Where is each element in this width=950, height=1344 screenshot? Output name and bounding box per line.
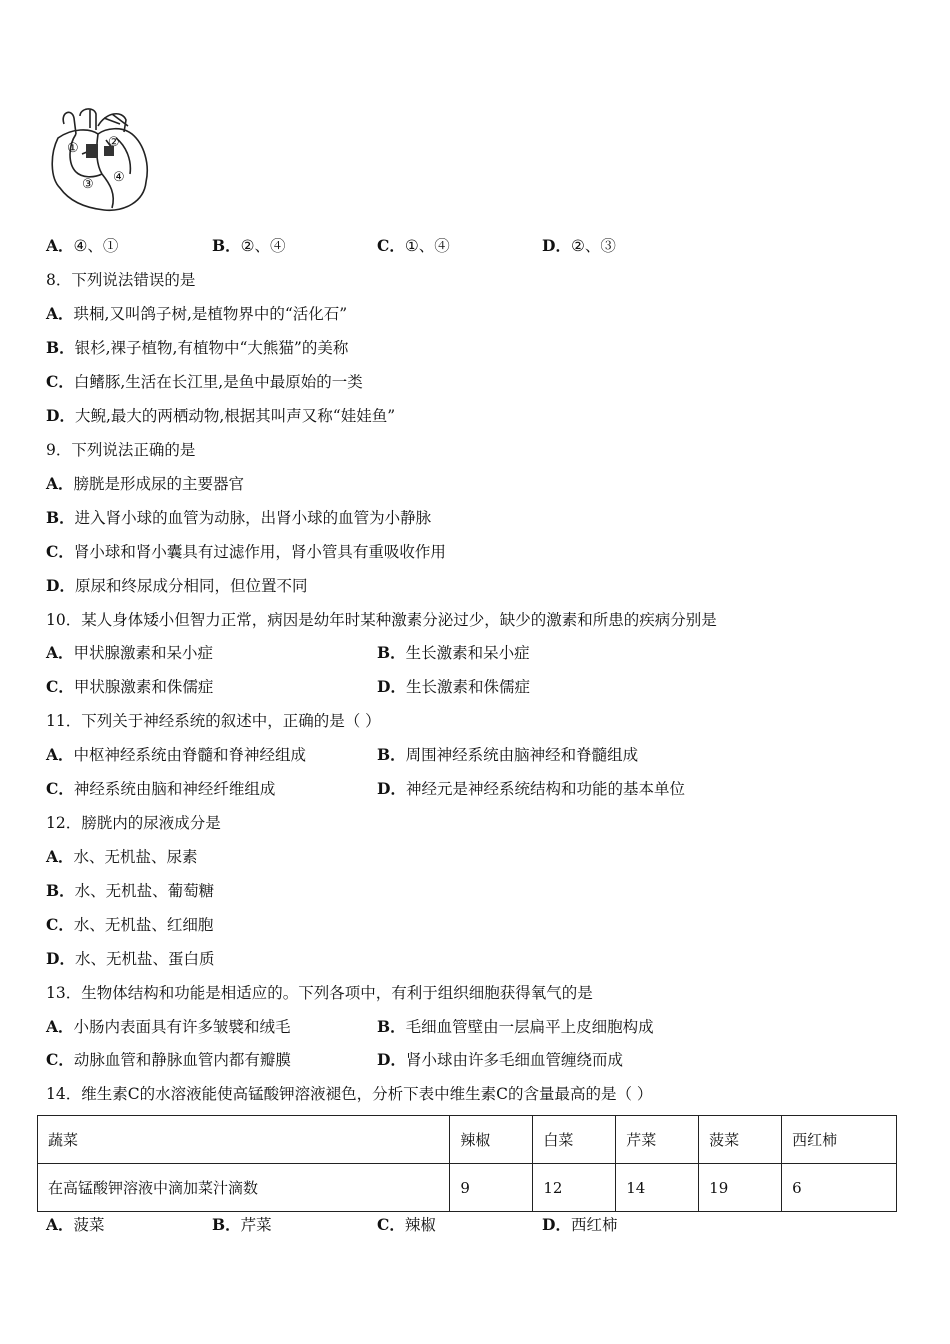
table-cell: 9 — [450, 1164, 533, 1212]
q10-option-b[interactable] — [377, 643, 530, 663]
option-text: 水、无机盐、红细胞 — [73, 916, 214, 934]
q13-option-c[interactable] — [46, 1050, 291, 1070]
q13-option-a[interactable] — [46, 1017, 291, 1037]
option-key: A． — [46, 745, 74, 764]
option-key: B． — [377, 1017, 406, 1036]
option-key: C． — [46, 372, 74, 391]
q12-option-b[interactable] — [46, 881, 214, 901]
vitamin-c-table — [37, 1115, 897, 1212]
q14-option-d[interactable] — [542, 1215, 617, 1235]
option-text: 神经系统由脑和神经纤维组成 — [73, 780, 276, 798]
option-text: 水、无机盐、葡萄糖 — [74, 882, 215, 900]
heart-label-4: ④ — [113, 170, 125, 185]
option-text: 膀胱是形成尿的主要器官 — [73, 475, 245, 493]
table-cell: 14 — [616, 1164, 699, 1212]
q12-option-c[interactable] — [46, 915, 213, 935]
option-text: ①、④ — [404, 237, 450, 255]
option-text: 周围神经系统由脑神经和脊髓组成 — [405, 746, 639, 764]
table-cell: 芹菜 — [616, 1116, 699, 1164]
option-text: ②、③ — [570, 237, 616, 255]
option-text: 中枢神经系统由脊髓和脊神经组成 — [73, 746, 307, 764]
option-key: A． — [46, 236, 74, 255]
option-key: A． — [46, 847, 74, 866]
heart-diagram — [46, 104, 158, 216]
q11-stem: 11．下列关于神经系统的叙述中，正确的是（ ） — [46, 712, 381, 730]
option-key: D． — [377, 779, 406, 798]
option-text: 动脉血管和静脉血管内都有瓣膜 — [73, 1051, 291, 1069]
q12-option-a[interactable] — [46, 847, 198, 867]
option-text: 神经元是神经系统结构和功能的基本单位 — [405, 780, 685, 798]
q10-stem: 10．某人身体矮小但智力正常，病因是幼年时某种激素分泌过少，缺少的激素和所患的疾病分别是 — [46, 611, 717, 629]
q14-option-b[interactable] — [212, 1215, 272, 1235]
option-text: ④、① — [73, 237, 119, 255]
option-text: 原尿和终尿成分相同，但位置不同 — [74, 577, 308, 595]
q7-option-b[interactable] — [212, 236, 286, 256]
table-cell: 在高锰酸钾溶液中滴加菜汁滴数 — [38, 1164, 450, 1212]
table-cell: 12 — [533, 1164, 616, 1212]
q14-stem: 14．维生素C的水溶液能使高锰酸钾溶液褪色，分析下表中维生素C的含量最高的是（ ） — [46, 1085, 653, 1103]
q13-option-d[interactable] — [377, 1050, 623, 1070]
q11-option-c[interactable] — [46, 779, 275, 799]
option-text: 水、无机盐、蛋白质 — [74, 950, 215, 968]
q12-stem: 12．膀胱内的尿液成分是 — [46, 814, 221, 832]
option-key: C． — [46, 915, 74, 934]
option-text: 进入肾小球的血管为动脉，出肾小球的血管为小静脉 — [74, 509, 432, 527]
option-key: C． — [46, 779, 74, 798]
q14-option-c[interactable] — [377, 1215, 436, 1235]
option-key: D． — [46, 576, 75, 595]
option-key: C． — [377, 1215, 405, 1234]
option-text: 西红柿 — [570, 1216, 618, 1234]
q10-option-d[interactable] — [377, 677, 530, 697]
q11-option-d[interactable] — [377, 779, 685, 799]
table-header-row — [38, 1116, 897, 1164]
q8-option-a[interactable] — [46, 304, 347, 324]
q10-option-a[interactable] — [46, 643, 213, 663]
option-key: C． — [46, 542, 74, 561]
option-text: 生长激素和侏儒症 — [405, 678, 530, 696]
table-row — [38, 1164, 897, 1212]
option-key: D． — [377, 677, 406, 696]
option-text: 水、无机盐、尿素 — [73, 848, 198, 866]
heart-label-1: ① — [67, 141, 79, 156]
q8-option-b[interactable] — [46, 338, 348, 358]
table-cell: 19 — [699, 1164, 782, 1212]
option-key: B． — [46, 338, 75, 357]
option-key: A． — [46, 643, 74, 662]
option-key: B． — [377, 745, 406, 764]
option-text: 肾小球和肾小囊具有过滤作用，肾小管具有重吸收作用 — [73, 543, 446, 561]
table-cell: 白菜 — [533, 1116, 616, 1164]
option-text: 银杉,裸子植物,有植物中“大熊猫”的美称 — [74, 339, 349, 357]
table-cell: 6 — [782, 1164, 897, 1212]
q10-option-c[interactable] — [46, 677, 213, 697]
q11-option-a[interactable] — [46, 745, 306, 765]
q8-option-c[interactable] — [46, 372, 363, 392]
q13-option-b[interactable] — [377, 1017, 654, 1037]
option-text: 白鳍豚,生活在长江里,是鱼中最原始的一类 — [73, 373, 363, 391]
q7-option-c[interactable] — [377, 236, 450, 256]
option-key: D． — [542, 236, 571, 255]
q9-option-d[interactable] — [46, 576, 307, 596]
option-text: 大鲵,最大的两栖动物,根据其叫声又称“娃娃鱼” — [74, 407, 396, 425]
table-cell: 菠菜 — [699, 1116, 782, 1164]
option-text: 芹菜 — [240, 1216, 272, 1234]
option-text: 甲状腺激素和侏儒症 — [73, 678, 214, 696]
option-key: B． — [377, 643, 406, 662]
option-key: B． — [212, 1215, 241, 1234]
option-key: D． — [377, 1050, 406, 1069]
option-key: A． — [46, 1017, 74, 1036]
option-key: C． — [46, 677, 74, 696]
option-text: 肾小球由许多毛细血管缠绕而成 — [405, 1051, 623, 1069]
option-text: 珙桐,又叫鸽子树,是植物界中的“活化石” — [73, 305, 348, 323]
table-cell: 西红柿 — [782, 1116, 897, 1164]
q8-option-d[interactable] — [46, 406, 395, 426]
option-text: 毛细血管壁由一层扁平上皮细胞构成 — [405, 1018, 654, 1036]
option-key: B． — [46, 881, 75, 900]
q7-option-d[interactable] — [542, 236, 616, 256]
q13-stem: 13．生物体结构和功能是相适应的。下列各项中，有利于组织细胞获得氧气的是 — [46, 984, 593, 1002]
option-key: B． — [46, 508, 75, 527]
q9-stem: 9．下列说法正确的是 — [46, 441, 196, 459]
q9-option-b[interactable] — [46, 508, 431, 528]
q7-option-a[interactable] — [46, 236, 118, 256]
table-cell: 辣椒 — [450, 1116, 533, 1164]
heart-label-2: ② — [108, 135, 120, 150]
heart-label-3: ③ — [82, 177, 94, 192]
q9-option-c[interactable] — [46, 542, 446, 562]
option-key: D． — [46, 949, 75, 968]
option-key: A． — [46, 304, 74, 323]
option-key: B． — [212, 236, 241, 255]
option-key: D． — [46, 406, 75, 425]
q9-option-a[interactable] — [46, 474, 244, 494]
table-cell: 蔬菜 — [38, 1116, 450, 1164]
option-text: ②、④ — [240, 237, 286, 255]
q14-option-a[interactable] — [46, 1215, 105, 1235]
option-text: 菠菜 — [73, 1216, 105, 1234]
option-text: 小肠内表面具有许多皱襞和绒毛 — [73, 1018, 291, 1036]
option-text: 辣椒 — [404, 1216, 436, 1234]
option-key: C． — [377, 236, 405, 255]
option-key: D． — [542, 1215, 571, 1234]
option-text: 生长激素和呆小症 — [405, 644, 530, 662]
q11-option-b[interactable] — [377, 745, 638, 765]
option-key: A． — [46, 474, 74, 493]
q12-option-d[interactable] — [46, 949, 214, 969]
q8-stem: 8．下列说法错误的是 — [46, 271, 196, 289]
option-text: 甲状腺激素和呆小症 — [73, 644, 214, 662]
option-key: A． — [46, 1215, 74, 1234]
option-key: C． — [46, 1050, 74, 1069]
